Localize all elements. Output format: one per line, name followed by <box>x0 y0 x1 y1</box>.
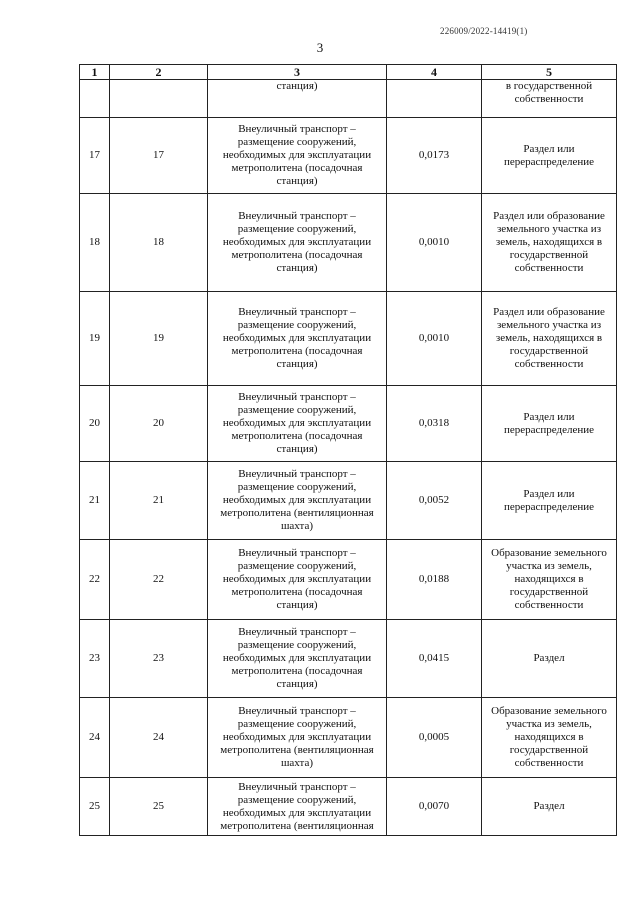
area-cell: 0,0010 <box>387 292 482 386</box>
table-row <box>80 194 617 292</box>
plot-number-cell: 22 <box>110 540 208 620</box>
plot-number-cell: 19 <box>110 292 208 386</box>
header-cell: 2 <box>110 65 208 80</box>
row-number-cell: 20 <box>80 386 110 462</box>
plot-number-cell: 17 <box>110 118 208 194</box>
table-row <box>80 698 617 778</box>
action-cell: Раздел <box>482 620 617 698</box>
header-cell: 1 <box>80 65 110 80</box>
permitted-use-cell: Внеуличный транспорт – размещение сооружений, необходимых для эксплуатации метрополитена (вентиляционная <box>208 778 387 836</box>
area-cell: 0,0005 <box>387 698 482 778</box>
area-cell: 0,0188 <box>387 540 482 620</box>
action-cell: в государственной собственности <box>482 80 617 118</box>
area-cell: 0,0173 <box>387 118 482 194</box>
table-row <box>80 620 617 698</box>
header-row <box>80 65 617 80</box>
row-number-cell: 21 <box>80 462 110 540</box>
row-number-cell: 18 <box>80 194 110 292</box>
row-number-cell: 19 <box>80 292 110 386</box>
area-cell: 0,0318 <box>387 386 482 462</box>
cell-empty <box>110 80 208 118</box>
action-cell: Образование земельного участка из земель, находящихся в государственной собственности <box>482 540 617 620</box>
action-cell: Раздел или перераспределение <box>482 386 617 462</box>
area-cell: 0,0010 <box>387 194 482 292</box>
permitted-use-cell: Внеуличный транспорт – размещение сооружений, необходимых для эксплуатации метрополитена (посадочная станция) <box>208 292 387 386</box>
action-cell: Раздел или перераспределение <box>482 462 617 540</box>
plot-number-cell: 18 <box>110 194 208 292</box>
permitted-use-cell: Внеуличный транспорт – размещение сооружений, необходимых для эксплуатации метрополитена (посадочная станция) <box>208 194 387 292</box>
action-cell: Образование земельного участка из земель, находящихся в государственной собственности <box>482 698 617 778</box>
permitted-use-cell: Внеуличный транспорт – размещение сооружений, необходимых для эксплуатации метрополитена (посадочная станция) <box>208 540 387 620</box>
continuation-row <box>80 80 617 118</box>
table-row <box>80 292 617 386</box>
cell-empty <box>80 80 110 118</box>
land-plots-table <box>79 64 617 836</box>
permitted-use-cell: Внеуличный транспорт – размещение сооружений, необходимых для эксплуатации метрополитена (посадочная станция) <box>208 620 387 698</box>
permitted-use-cell: Внеуличный транспорт – размещение сооружений, необходимых для эксплуатации метрополитена (вентиляционная шахта) <box>208 462 387 540</box>
plot-number-cell: 20 <box>110 386 208 462</box>
row-number-cell: 17 <box>80 118 110 194</box>
plot-number-cell: 25 <box>110 778 208 836</box>
table-row <box>80 118 617 194</box>
permitted-use-cell: Внеуличный транспорт – размещение сооружений, необходимых для эксплуатации метрополитена (посадочная станция) <box>208 118 387 194</box>
document-number: 226009/2022-14419(1) <box>440 26 528 36</box>
table-row <box>80 778 617 836</box>
table-row <box>80 540 617 620</box>
permitted-use-cell: Внеуличный транспорт – размещение сооружений, необходимых для эксплуатации метрополитена (посадочная станция) <box>208 386 387 462</box>
header-cell: 4 <box>387 65 482 80</box>
page-number: 3 <box>316 40 324 55</box>
row-number-cell: 25 <box>80 778 110 836</box>
table-row <box>80 386 617 462</box>
row-number-cell: 22 <box>80 540 110 620</box>
area-cell: 0,0415 <box>387 620 482 698</box>
permitted-use-cell: станция) <box>208 80 387 118</box>
action-cell: Раздел или образование земельного участка из земель, находящихся в государственной собственности <box>482 194 617 292</box>
row-number-cell: 23 <box>80 620 110 698</box>
action-cell: Раздел <box>482 778 617 836</box>
plot-number-cell: 24 <box>110 698 208 778</box>
area-cell: 0,0070 <box>387 778 482 836</box>
plot-number-cell: 21 <box>110 462 208 540</box>
table-row <box>80 462 617 540</box>
header-cell: 5 <box>482 65 617 80</box>
action-cell: Раздел или перераспределение <box>482 118 617 194</box>
cell-empty <box>387 80 482 118</box>
plot-number-cell: 23 <box>110 620 208 698</box>
permitted-use-cell: Внеуличный транспорт – размещение сооружений, необходимых для эксплуатации метрополитена (вентиляционная шахта) <box>208 698 387 778</box>
action-cell: Раздел или образование земельного участка из земель, находящихся в государственной собственности <box>482 292 617 386</box>
area-cell: 0,0052 <box>387 462 482 540</box>
row-number-cell: 24 <box>80 698 110 778</box>
header-cell: 3 <box>208 65 387 80</box>
